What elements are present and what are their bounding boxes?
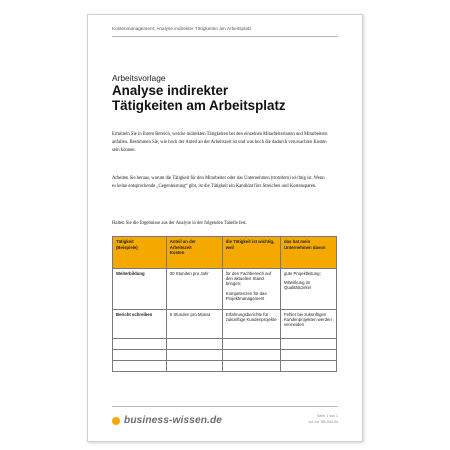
header-activity: Tätigkeit (Beispiele) (113, 237, 167, 269)
cell-empty[interactable] (166, 350, 222, 361)
cell-benefit[interactable]: Fehler bei zukünftigen Kundenprojekten werden vermeiden (280, 310, 336, 339)
cell-empty[interactable] (113, 339, 167, 350)
reason-paragraph: Arbeiten Sie heraus, warum die Tätigkeit für den Mitarbeiter oder das Unternehmen (trotzdem) wichtig ist. Wenn es keine entsprechende „Gegenleistung“ gibt, ist die Tätigkeit ein Kandidat fürs Streichen und Kostensparen. (112, 176, 325, 190)
cell-empty[interactable] (113, 350, 167, 361)
title-line-1: Analyse indirekter (112, 83, 229, 98)
document-title (112, 84, 342, 113)
cell-empty[interactable] (166, 361, 222, 372)
table-row (113, 361, 337, 372)
intro-paragraph: Ermitteln Sie in Ihrem Bereich, welche indirekten Tätigkeiten bei den einzelnen Mitarbeiterinnen und Mitarbeitern anfallen. Bestimmen Sie, wie hoch der Anteil an der Arbeitszeit ist und was hoch die dadurch verursachten Kosten sein können. (112, 132, 328, 154)
cell-empty[interactable] (166, 339, 222, 350)
cell-time-share[interactable]: 5 Stunden pro Monat (166, 310, 222, 339)
cell-activity[interactable]: Weiterbildung (113, 269, 167, 310)
business-wissen-logo[interactable] (112, 415, 222, 426)
document-type-label: Arbeitsvorlage (112, 73, 166, 83)
cell-activity[interactable]: Bericht schreiben (113, 310, 167, 339)
title-line-2: Tätigkeiten am Arbeitsplatz (112, 97, 286, 113)
header-time-share: Anteil an der Arbeitszeit Kosten (166, 237, 222, 269)
page-number: Seite 1 von 1 (317, 414, 338, 418)
cell-benefit[interactable]: gute Projektleitung; Mitwirkung im Qualitätszirkel (280, 269, 336, 310)
footer-divider (112, 406, 338, 407)
cell-empty[interactable] (280, 350, 336, 361)
page-info (308, 413, 338, 425)
logo-dot-icon (112, 417, 120, 425)
cell-empty[interactable] (113, 361, 167, 372)
table-row (113, 350, 337, 361)
cell-empty[interactable] (222, 350, 280, 361)
table-header-row (113, 237, 337, 269)
cell-time-share[interactable]: 30 Stunden pro Jahr (166, 269, 222, 310)
article-number: Art.-Nr. SB-044-04 (308, 420, 338, 424)
table-row (113, 339, 337, 350)
cell-empty[interactable] (280, 361, 336, 372)
header-benefit: das hat mein Unternehmen davon (280, 237, 336, 269)
logo-text: business-wissen.de (124, 415, 223, 426)
cell-importance[interactable]: für den Fachbereich auf den aktuellen Stand bringen; Kompetenzen für das Projektmanagement (222, 269, 280, 310)
document-page (87, 14, 363, 442)
header-importance: die Tätigkeit ist wichtig, weil (222, 237, 280, 269)
cell-empty[interactable] (222, 361, 280, 372)
table-row (113, 310, 337, 339)
cell-importance[interactable]: Erfahrungsberichte für zukünftige Kundenprojekte (222, 310, 280, 339)
instruction-paragraph: Halten Sie die Ergebnisse aus der Analyse in der folgenden Tabelle fest. (112, 221, 247, 226)
header-divider (112, 36, 338, 37)
cell-empty[interactable] (222, 339, 280, 350)
cell-empty[interactable] (280, 339, 336, 350)
analysis-table (112, 236, 337, 372)
table-row (113, 269, 337, 310)
running-header: Kostenmanagement: Analyse indirekter Tätigkeiten am Arbeitsplatz (112, 26, 252, 31)
